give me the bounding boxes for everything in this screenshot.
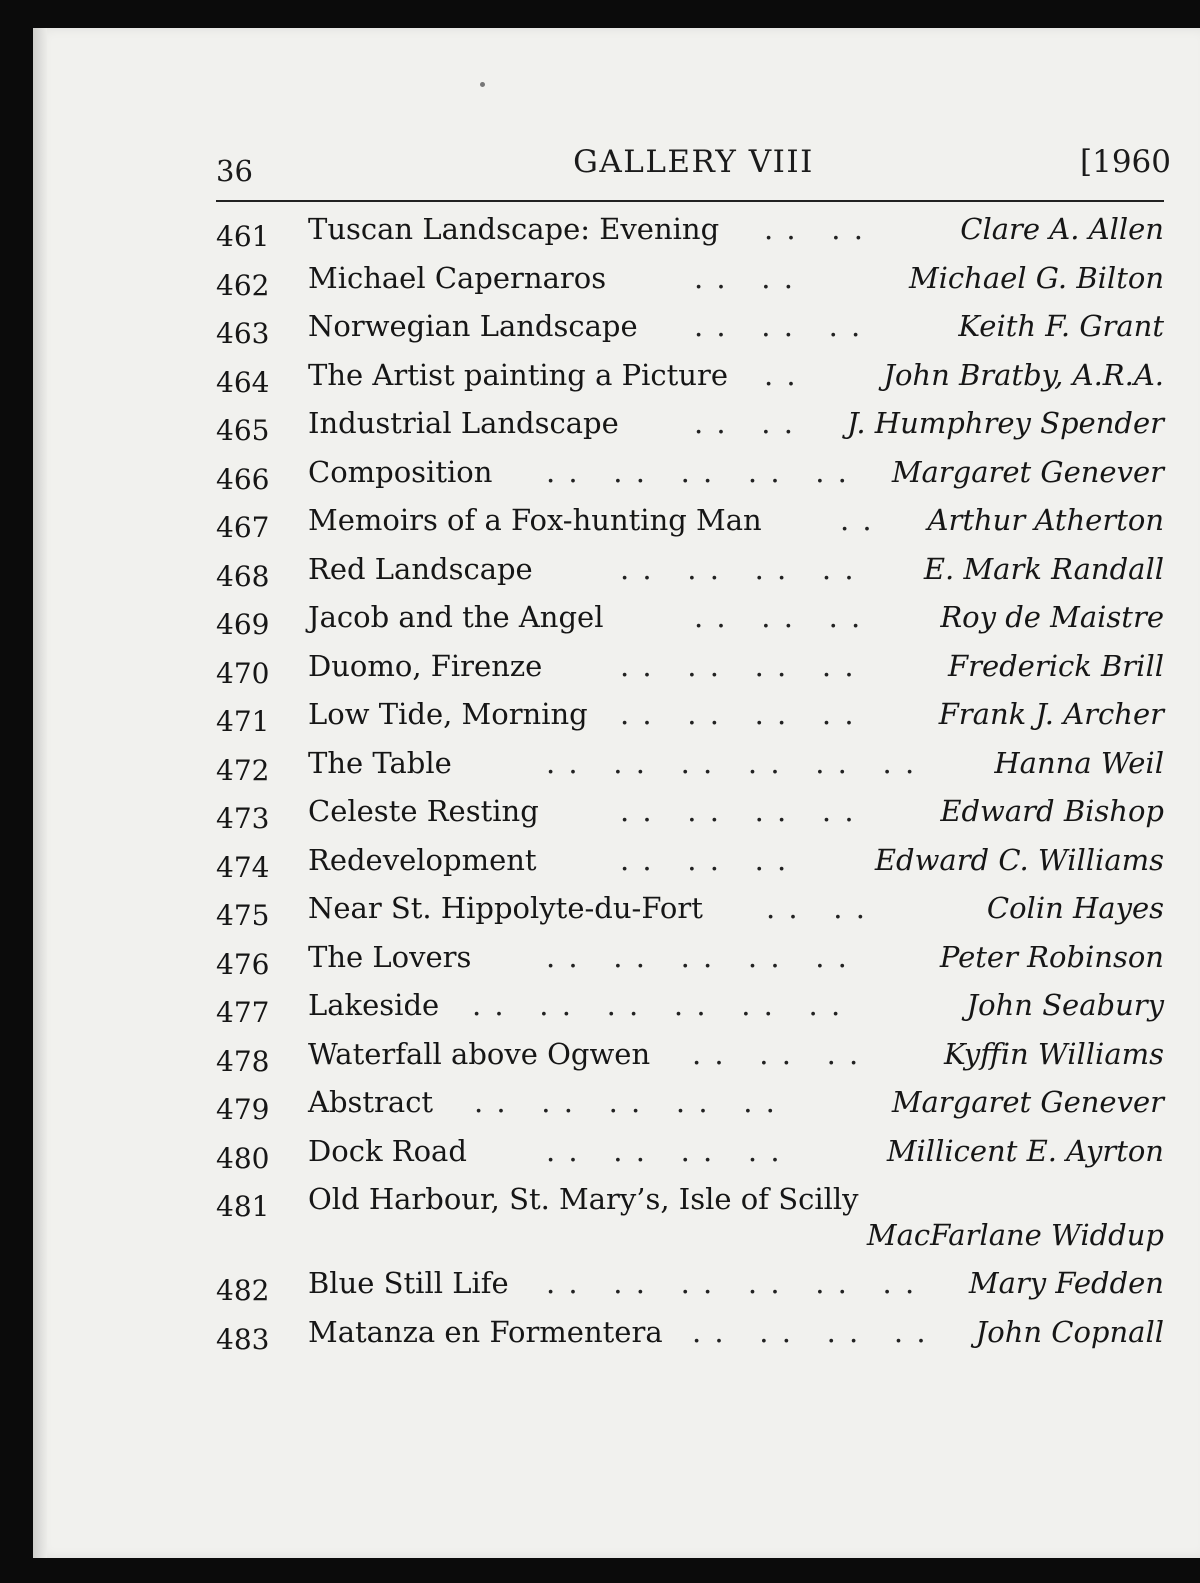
entry-number: 465 xyxy=(216,414,270,447)
entry-title: Composition xyxy=(308,454,493,489)
page-header xyxy=(216,140,1171,190)
entry-number: 468 xyxy=(216,559,270,593)
entry-artist: Edward C. Williams xyxy=(874,842,1164,877)
leader-dots: . . . . . . . . . . . . xyxy=(546,1266,917,1300)
entry-number: 475 xyxy=(216,899,270,932)
entry-title: Duomo, Firenze xyxy=(308,648,543,683)
leader-dots: . . . . . . . . xyxy=(620,697,856,731)
entry-title: Norwegian Landscape xyxy=(308,309,638,343)
entry-artist: Colin Hayes xyxy=(986,891,1164,925)
leader-dots: . . . . . . xyxy=(620,842,789,877)
catalogue-entry xyxy=(216,1313,1166,1362)
entry-title: Dock Road xyxy=(308,1133,467,1168)
catalogue-entry xyxy=(216,1083,1166,1132)
leader-dots: . . . . . . . . xyxy=(620,648,856,683)
entry-number: 469 xyxy=(216,608,270,641)
leader-dots: . . . . . . xyxy=(694,309,863,343)
catalogue-entry xyxy=(216,356,1166,405)
entry-title: Jacob and the Angel xyxy=(308,600,604,634)
ink-speck xyxy=(480,82,485,87)
leader-dots: . . xyxy=(764,357,798,392)
entry-number: 477 xyxy=(216,996,270,1029)
gallery-title: GALLERY VIII xyxy=(573,144,814,180)
entry-artist: Mary Fedden xyxy=(968,1266,1164,1300)
entry-number: 482 xyxy=(216,1274,270,1307)
entry-title: Old Harbour, St. Mary’s, Isle of Scilly xyxy=(308,1182,859,1216)
entry-artist: Kyffin Williams xyxy=(944,1036,1164,1071)
entry-title: Matanza en Formentera xyxy=(308,1314,663,1349)
entry-number: 466 xyxy=(216,462,270,496)
entry-artist: John Bratby, A.R.A. xyxy=(883,357,1164,392)
entry-title: The Table xyxy=(308,745,452,780)
entry-title: Michael Capernaros xyxy=(308,260,607,295)
entry-number: 471 xyxy=(216,705,270,738)
entry-title: Celeste Resting xyxy=(308,794,539,828)
entry-number: 483 xyxy=(216,1322,270,1356)
leader-dots: . . . . xyxy=(766,891,867,925)
entry-title: Redevelopment xyxy=(308,842,537,877)
catalogue-entry xyxy=(216,938,1166,987)
entry-number: 474 xyxy=(216,850,270,884)
entry-artist: Frederick Brill xyxy=(947,648,1164,683)
year-label: [1960 xyxy=(1080,144,1171,180)
entry-artist: MacFarlane Widdup xyxy=(866,1218,1164,1252)
entry-title: Tuscan Landscape: Evening xyxy=(308,212,720,246)
entry-artist: Peter Robinson xyxy=(939,939,1164,974)
catalogue-list xyxy=(216,210,1166,1361)
entry-title: Waterfall above Ogwen xyxy=(308,1036,651,1071)
entry-artist: Frank J. Archer xyxy=(938,697,1164,731)
catalogue-entry xyxy=(216,792,1166,841)
catalogue-entry xyxy=(216,1264,1166,1313)
leader-dots: . . . . . . . . . . xyxy=(474,1085,777,1119)
entry-number: 470 xyxy=(216,656,270,690)
leader-dots: . . . . . . . . xyxy=(546,1133,782,1168)
catalogue-entry xyxy=(216,453,1166,502)
entry-artist: Hanna Weil xyxy=(994,745,1164,780)
entry-title: Near St. Hippolyte-du-Fort xyxy=(308,891,703,925)
leader-dots: . . . . . . . . xyxy=(692,1314,928,1349)
leader-dots: . . xyxy=(840,503,874,537)
catalogue-entry xyxy=(216,404,1166,453)
catalogue-entry xyxy=(216,550,1166,599)
entry-number: 463 xyxy=(216,317,270,350)
catalogue-entry xyxy=(216,307,1166,356)
entry-number: 473 xyxy=(216,802,270,835)
entry-title: Low Tide, Morning xyxy=(308,697,588,731)
catalogue-entry xyxy=(216,1180,1166,1264)
catalogue-entry xyxy=(216,744,1166,793)
leader-dots: . . . . xyxy=(694,406,795,440)
catalogue-entry xyxy=(216,1132,1166,1181)
leader-dots: . . . . xyxy=(764,212,865,246)
entry-artist: Arthur Atherton xyxy=(927,503,1164,537)
entry-title: Red Landscape xyxy=(308,551,533,586)
leader-dots: . . . . . . xyxy=(692,1036,861,1071)
leader-dots: . . . . . . . . xyxy=(620,794,856,828)
page-number: 36 xyxy=(216,154,253,188)
catalogue-entry xyxy=(216,986,1166,1035)
entry-number: 467 xyxy=(216,511,270,544)
catalogue-entry xyxy=(216,501,1166,550)
entry-number: 464 xyxy=(216,365,270,399)
entry-title: Abstract xyxy=(308,1085,434,1119)
catalogue-entry xyxy=(216,210,1166,259)
catalogue-entry xyxy=(216,647,1166,696)
entry-title: Lakeside xyxy=(308,988,440,1022)
entry-number: 476 xyxy=(216,947,270,981)
entry-artist: Roy de Maistre xyxy=(940,600,1164,634)
catalogue-entry xyxy=(216,259,1166,308)
entry-artist: Edward Bishop xyxy=(940,794,1164,828)
entry-number: 461 xyxy=(216,220,270,253)
page-edge xyxy=(33,28,47,1558)
leader-dots: . . . . . . . . . . xyxy=(546,454,849,489)
catalogue-entry xyxy=(216,841,1166,890)
entry-artist: Millicent E. Ayrton xyxy=(886,1133,1164,1168)
header-rule xyxy=(216,200,1164,202)
entry-title: Industrial Landscape xyxy=(308,406,619,440)
catalogue-entry xyxy=(216,889,1166,938)
entry-number: 480 xyxy=(216,1141,270,1175)
leader-dots: . . . . . . . . . . . . xyxy=(546,745,917,780)
leader-dots: . . . . . . xyxy=(694,600,863,634)
entry-number: 478 xyxy=(216,1044,270,1078)
entry-title: The Artist painting a Picture xyxy=(308,357,728,392)
entry-artist: John Seabury xyxy=(966,988,1164,1022)
leader-dots: . . . . . . . . . . xyxy=(546,939,849,974)
entry-title: Blue Still Life xyxy=(308,1266,509,1300)
entry-artist: John Copnall xyxy=(975,1314,1164,1349)
entry-artist: Margaret Genever xyxy=(891,1085,1164,1119)
entry-artist: E. Mark Randall xyxy=(923,551,1164,586)
catalogue-entry xyxy=(216,598,1166,647)
entry-artist: J. Humphrey Spender xyxy=(846,406,1164,440)
entry-number: 479 xyxy=(216,1093,270,1126)
entry-title: The Lovers xyxy=(308,939,472,974)
entry-artist: Margaret Genever xyxy=(891,454,1164,489)
entry-number: 462 xyxy=(216,268,270,302)
leader-dots: . . . . xyxy=(694,260,795,295)
entry-title: Memoirs of a Fox-hunting Man xyxy=(308,503,762,537)
leader-dots: . . . . . . . . xyxy=(620,551,856,586)
catalogue-entry xyxy=(216,695,1166,744)
entry-number: 481 xyxy=(216,1190,270,1223)
catalogue-entry xyxy=(216,1035,1166,1084)
entry-number: 472 xyxy=(216,753,270,787)
entry-artist: Michael G. Bilton xyxy=(908,260,1164,295)
entry-artist: Clare A. Allen xyxy=(960,212,1164,246)
leader-dots: . . . . . . . . . . . . xyxy=(472,988,843,1022)
entry-artist: Keith F. Grant xyxy=(958,309,1164,343)
